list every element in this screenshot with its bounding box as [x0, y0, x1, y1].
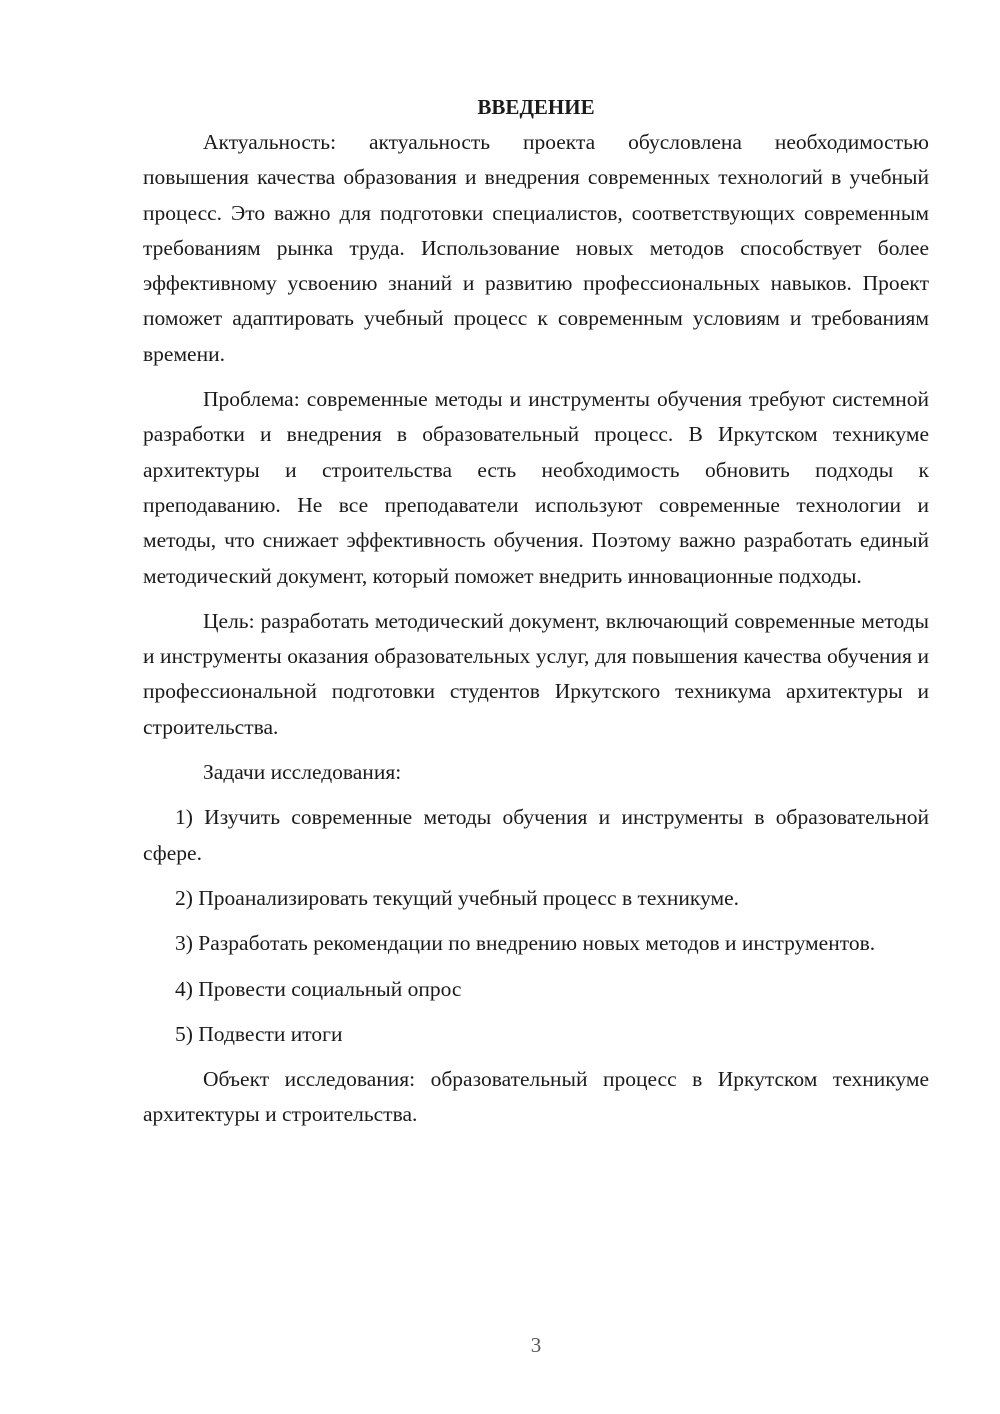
paragraph-problem: Проблема: современные методы и инструменты обучения требуют системной разработки и внедрения в образовательный процесс. В Иркутском техникуме архитектуры и строительства есть необходимость обновить подходы к преподаванию. Не все преподаватели используют современные технологии и методы, что снижает эффективность обучения. Поэтому важно разработать единый методический документ, который поможет внедрить инновационные подходы.	[143, 387, 929, 588]
task-item: 3) Разработать рекомендации по внедрению новых методов и инструментов.	[175, 931, 876, 956]
task-item: 5) Подвести итоги	[175, 1021, 343, 1046]
task-item: 4) Провести социальный опрос	[175, 976, 462, 1001]
paragraph-tasks-intro: Задачи исследования:	[203, 760, 402, 785]
task-item: 1) Изучить современные методы обучения и инструменты в образовательной сфере.	[143, 805, 929, 865]
paragraph-relevance: Актуальность: актуальность проекта обусловлена необходимостью повышения качества образования и внедрения современных технологий в учебный процесс. Это важно для подготовки специалистов, соответствующих современным требованиям рынка труда. Использование новых методов способствует более эффективному усвоению знаний и развитию профессиональных навыков. Проект поможет адаптировать учебный процесс к современным условиям и требованиям времени.	[143, 130, 929, 366]
paragraph-goal: Цель: разработать методический документ, включающий современные методы и инструменты оказания образовательных услуг, для повышения качества обучения и профессиональной подготовки студентов Иркутского техникума архитектуры и строительства.	[143, 608, 929, 739]
task-item: 2) Проанализировать текущий учебный процесс в техникуме.	[175, 885, 740, 910]
page-number: 3	[530, 1333, 542, 1357]
document-page	[143, 90, 929, 1143]
section-heading: ВВЕДЕНИЕ	[477, 95, 595, 119]
paragraph-object: Объект исследования: образовательный процесс в Иркутском техникуме архитектуры и строительства.	[143, 1067, 929, 1127]
